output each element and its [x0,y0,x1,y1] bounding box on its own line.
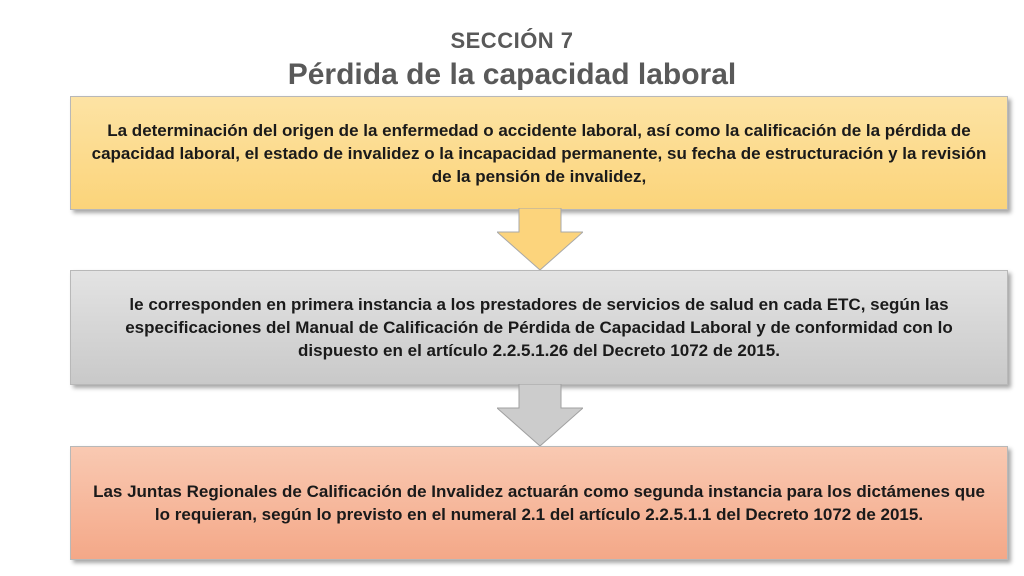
flow-step-2 [70,270,1008,385]
flow-step-3 [70,446,1008,560]
down-arrow-icon [497,384,583,446]
flow-step-1 [70,96,1008,210]
section-label: SECCIÓN 7 [450,28,574,53]
down-arrow-icon [497,208,583,270]
flow-step-3-text: Las Juntas Regionales de Calificación de Invalidez actuarán como segunda instancia para los dictámenes que lo requieran, según lo previsto en el numeral 2.1 del artículo 2.2.5.1.1 del Decreto 1072 de 2015. [93,482,985,524]
flow-step-2-text: le corresponden en primera instancia a los prestadores de servicios de salud en cada ETC, según las especificaciones del Manual de Calificación de Pérdida de Capacidad Laboral y de conformidad con lo dispuesto en el artículo 2.2.5.1.26 del Decreto 1072 de 2015. [125,295,953,360]
page-title: Pérdida de la capacidad laboral [287,58,737,91]
flow-step-1-text: La determinación del origen de la enfermedad o accidente laboral, así como la calificación de la pérdida de capacidad laboral, el estado de invalidez o la incapacidad permanente, su fecha de estructuración y la revisión de la pensión de invalidez, [91,120,987,186]
